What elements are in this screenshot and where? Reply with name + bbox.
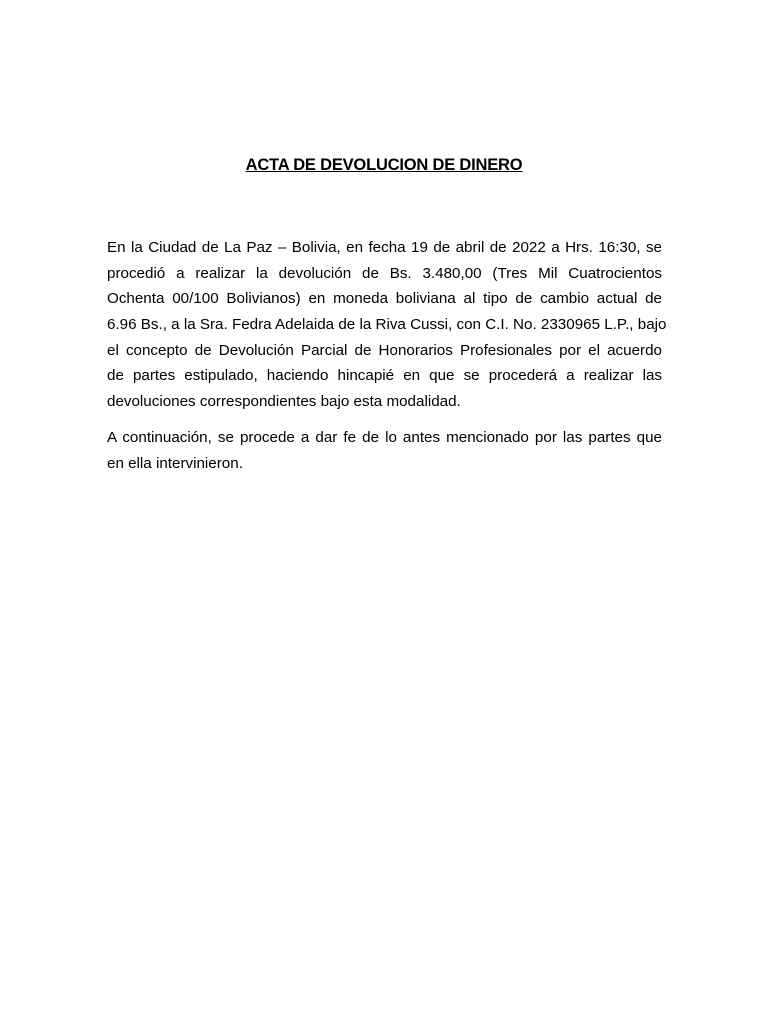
text-line: devoluciones correspondientes bajo esta modalidad. (107, 393, 461, 411)
text-line: en ella intervinieron. (107, 454, 243, 472)
paragraph-devolucion (107, 235, 667, 415)
text-line: procedió a realizar la devolución de Bs. 3.480,00 (Tres Mil Cuatrocientos (107, 264, 662, 282)
text-line: En la Ciudad de La Paz – Bolivia, en fecha 19 de abril de 2022 a Hrs. 16:30, se (107, 239, 662, 256)
text-line: el concepto de Devolución Parcial de Honorarios Profesionales por el acuerdo (107, 341, 662, 359)
document-title: ACTA DE DEVOLUCION DE DINERO (245, 156, 523, 174)
text-line: A continuación, se procede a dar fe de lo antes mencionado por las partes que (107, 429, 662, 446)
text-line: 6.96 Bs., a la Sra. Fedra Adelaida de la Riva Cussi, con C.I. No. 2330965 L.P., bajo (107, 316, 667, 334)
text-line: Ochenta 00/100 Bolivianos) en moneda boliviana al tipo de cambio actual de (107, 290, 662, 308)
text-line: de partes estipulado, haciendo hincapié en que se procederá a realizar las (107, 367, 662, 385)
paragraph-fe (107, 425, 662, 476)
